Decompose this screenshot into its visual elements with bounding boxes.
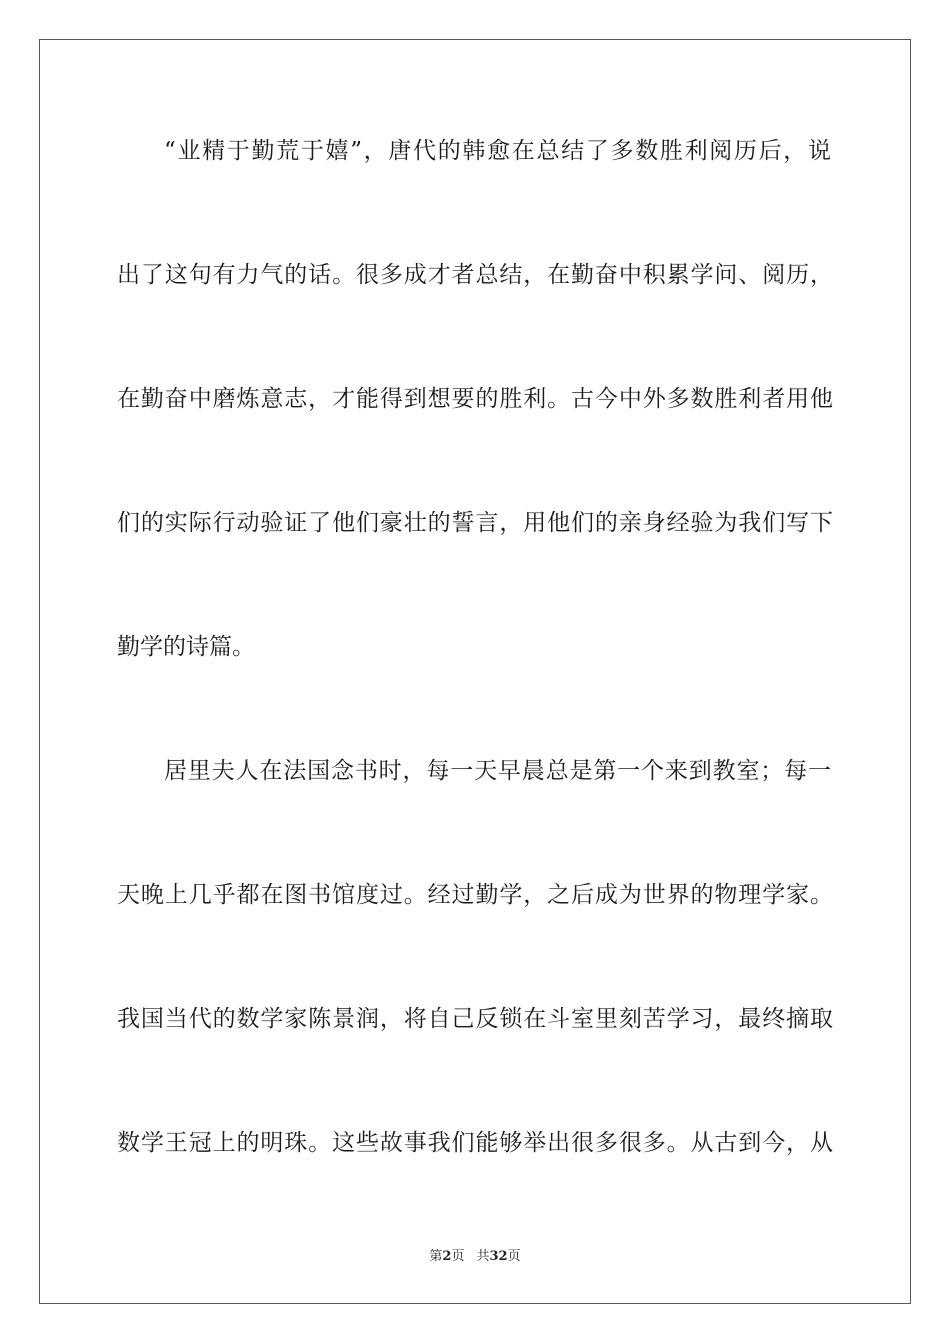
paragraph-2-line-3: 我国当代的数学家陈景润，将自己反锁在斗室里刻苦学习，最终摘取 — [117, 1006, 833, 1032]
paragraph-1-line-1: “业精于勤荒于嬉”，唐代的韩愈在总结了多数胜利阅历后，说 — [164, 138, 831, 164]
footer-page-prefix: 第 — [429, 1249, 443, 1264]
paragraph-1-line-3: 在勤奋中磨炼意志，才能得到想要的胜利。古今中外多数胜利者用他 — [117, 386, 833, 412]
page-footer — [0, 1248, 950, 1266]
footer-page-suffix: 页 — [451, 1249, 465, 1264]
paragraph-1-line-4: 们的实际行动验证了他们豪壮的誓言，用他们的亲身经验为我们写下 — [117, 510, 833, 536]
paragraph-1-line-5: 勤学的诗篇。 — [117, 634, 255, 660]
page-border — [39, 39, 911, 1304]
paragraph-2-line-2: 天晚上几乎都在图书馆度过。经过勤学，之后成为世界的物理学家。 — [117, 882, 833, 908]
footer-total-prefix: 共 — [476, 1249, 490, 1264]
footer-page-number: 2 — [442, 1249, 452, 1264]
footer-total-suffix: 页 — [507, 1249, 521, 1264]
paragraph-2-line-4: 数学王冠上的明珠。这些故事我们能够举出很多很多。从古到今，从 — [117, 1130, 833, 1156]
footer-total-pages: 32 — [489, 1249, 508, 1264]
paragraph-1-line-2: 出了这句有力气的话。很多成才者总结，在勤奋中积累学问、阅历， — [117, 262, 833, 288]
paragraph-2-line-1: 居里夫人在法国念书时，每一天早晨总是第一个来到教室；每一 — [164, 758, 831, 784]
